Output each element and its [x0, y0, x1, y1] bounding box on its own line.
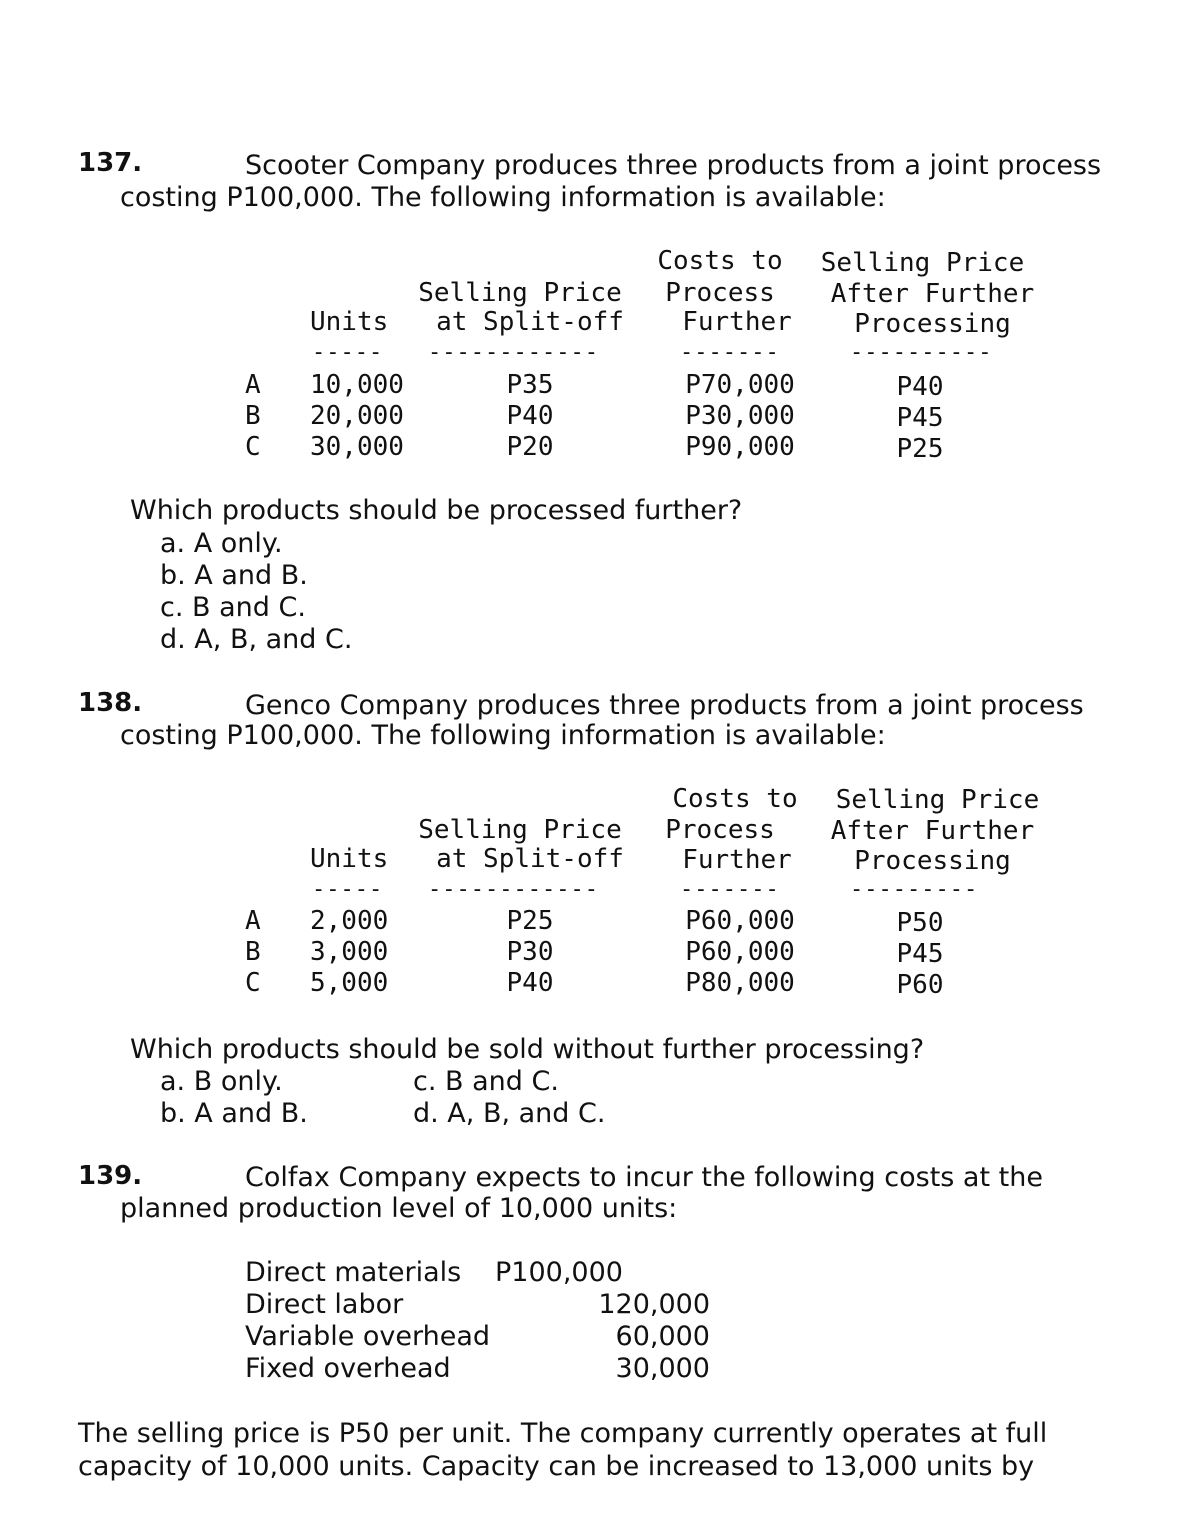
cost-label: Fixed overhead — [245, 1353, 451, 1384]
cell-split-price: P25 — [506, 906, 554, 936]
divider-dashes: ----- — [312, 877, 384, 902]
column-header: Selling Price — [820, 248, 1025, 278]
question-intro: costing P100,000. The following information is available: — [120, 720, 886, 751]
cell-cost: P90,000 — [685, 432, 795, 462]
cell-cost: P80,000 — [685, 968, 795, 998]
question-text: The selling price is P50 per unit. The company currently operates at full — [78, 1418, 1048, 1449]
answer-option-c: c. B and C. — [160, 592, 306, 623]
cell-units: 2,000 — [310, 906, 389, 936]
row-label: C — [245, 432, 261, 462]
column-header: Process — [665, 278, 775, 308]
row-label: B — [245, 401, 261, 431]
row-label: A — [245, 370, 261, 400]
cell-after-price: P50 — [896, 908, 944, 938]
question-intro: Colfax Company expects to incur the following costs at the — [245, 1162, 1043, 1193]
row-label: C — [245, 968, 261, 998]
answer-option-b: b. A and B. — [160, 1098, 308, 1129]
cost-amount: 120,000 — [598, 1289, 710, 1320]
cell-cost: P70,000 — [685, 370, 795, 400]
cell-units: 10,000 — [310, 370, 404, 400]
cell-split-price: P35 — [506, 370, 554, 400]
divider-dashes: ------- — [680, 877, 780, 902]
cell-split-price: P30 — [506, 937, 554, 967]
column-header: Processing — [854, 309, 1011, 339]
column-header: After Further — [830, 279, 1035, 309]
column-header: Selling Price — [418, 278, 622, 308]
column-header: at Split-off — [436, 844, 624, 874]
column-header-units: Units — [310, 307, 389, 337]
divider-dashes: --------- — [850, 877, 979, 902]
cell-split-price: P40 — [506, 401, 554, 431]
column-header: Costs to — [672, 784, 798, 814]
answer-option-a: a. A only. — [160, 528, 283, 559]
cell-split-price: P40 — [506, 968, 554, 998]
cell-after-price: P45 — [896, 939, 944, 969]
question-intro: planned production level of 10,000 units: — [120, 1193, 678, 1224]
cell-units: 30,000 — [310, 432, 404, 462]
question-text: capacity of 10,000 units. Capacity can be increased to 13,000 units by — [78, 1451, 1035, 1482]
cell-cost: P30,000 — [685, 401, 795, 431]
cell-after-price: P60 — [896, 970, 944, 1000]
column-header: After Further — [830, 816, 1035, 846]
column-header: Processing — [854, 846, 1011, 876]
cell-cost: P60,000 — [685, 906, 795, 936]
cell-after-price: P45 — [896, 403, 944, 433]
column-header: Further — [682, 845, 792, 875]
cell-units: 5,000 — [310, 968, 389, 998]
divider-dashes: ---------- — [850, 340, 993, 365]
cost-amount: P100,000 — [495, 1257, 623, 1288]
answer-option-d: d. A, B, and C. — [160, 624, 353, 655]
cell-units: 3,000 — [310, 937, 389, 967]
question-number: 137. — [78, 148, 143, 178]
question-intro: Genco Company produces three products from a joint process — [245, 690, 1084, 721]
cost-label: Direct labor — [245, 1289, 404, 1320]
question-number: 139. — [78, 1161, 143, 1191]
answer-option-c: c. B and C. — [413, 1066, 559, 1097]
column-header: Selling Price — [835, 785, 1040, 815]
question-intro: Scooter Company produces three products from a joint process — [245, 150, 1102, 181]
cell-cost: P60,000 — [685, 937, 795, 967]
row-label: A — [245, 906, 261, 936]
answer-option-d: d. A, B, and C. — [413, 1098, 606, 1129]
answer-option-a: a. B only. — [160, 1066, 283, 1097]
column-header: Process — [665, 815, 775, 845]
divider-dashes: ----- — [312, 340, 384, 365]
cost-amount: 30,000 — [615, 1353, 710, 1384]
cell-after-price: P25 — [896, 434, 944, 464]
column-header-units: Units — [310, 844, 389, 874]
cost-amount: 60,000 — [615, 1321, 710, 1352]
column-header: Costs to — [657, 246, 783, 276]
divider-dashes: ------------ — [428, 877, 599, 902]
question-text: Which products should be sold without further processing? — [130, 1034, 925, 1065]
question-number: 138. — [78, 688, 143, 718]
column-header: Further — [682, 307, 792, 337]
column-header: at Split-off — [436, 307, 624, 337]
cost-label: Variable overhead — [245, 1321, 491, 1352]
cell-after-price: P40 — [896, 372, 944, 402]
cell-split-price: P20 — [506, 432, 554, 462]
answer-option-b: b. A and B. — [160, 560, 308, 591]
column-header: Selling Price — [418, 815, 622, 845]
divider-dashes: ------- — [680, 340, 780, 365]
question-text: Which products should be processed further? — [130, 495, 743, 526]
question-intro: costing P100,000. The following information is available: — [120, 182, 886, 213]
cost-label: Direct materials — [245, 1257, 462, 1288]
divider-dashes: ------------ — [428, 340, 599, 365]
row-label: B — [245, 937, 261, 967]
cell-units: 20,000 — [310, 401, 404, 431]
